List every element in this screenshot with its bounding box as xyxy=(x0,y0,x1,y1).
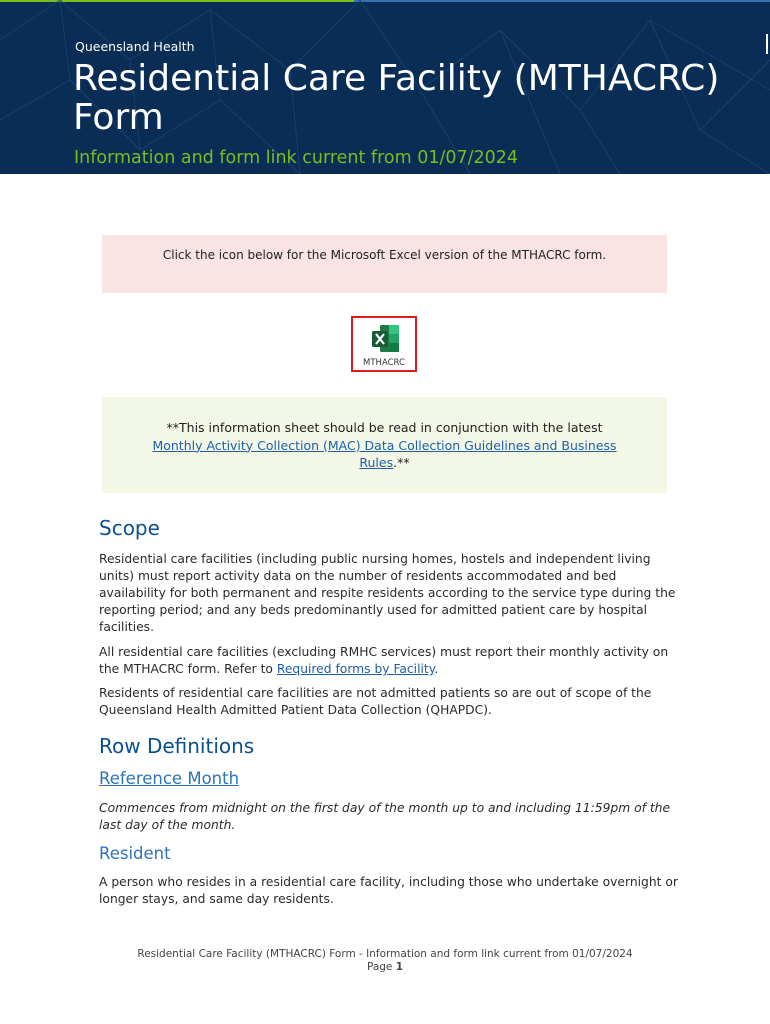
info-note-box xyxy=(102,397,667,493)
required-forms-link[interactable]: Required forms by Facility xyxy=(276,662,435,676)
footer-page-number: 1 xyxy=(395,961,404,973)
scope-paragraph-3: Residents of residential care facilities are not admitted patients so are out of scope of the Queensland Health Admitted Patient Data Collection (QHAPDC). xyxy=(99,686,652,717)
excel-form-link[interactable] xyxy=(351,316,417,372)
scope-paragraph-1: Residential care facilities (including public nursing homes, hostels and independent living units) must report activity data on the number of residents accommodated and bed availability for both permanent and respite residents according to the service type during the reporting period; and any beds predominantly used for admitted patient care by hospital facilities. xyxy=(99,552,676,634)
mac-guidelines-link[interactable]: Monthly Activity Collection (MAC) Data Collection Guidelines and Business Rules xyxy=(152,437,617,470)
excel-icon-caption: MTHACRC xyxy=(363,358,405,368)
row-definitions-heading: Row Definitions xyxy=(99,734,255,758)
reference-month-link[interactable]: Reference Month xyxy=(99,769,240,788)
resident-text: A person who resides in a residential care facility, including those who undertake overnight or longer stays, and same day residents. xyxy=(99,875,678,906)
resident-heading: Resident xyxy=(99,844,171,863)
page-footer xyxy=(0,948,770,974)
reference-month-text: Commences from midnight on the first day of the month up to and including 11:59pm of the last day of the month. xyxy=(99,801,671,832)
header-edge-mark xyxy=(766,34,768,54)
excel-icon xyxy=(372,324,400,354)
excel-notice-box xyxy=(102,235,667,293)
footer-page xyxy=(0,961,770,974)
page-title: Residential Care Facility (MTHACRC) Form xyxy=(73,58,720,138)
scope-heading: Scope xyxy=(99,516,160,540)
info-note-prefix: **This information sheet should be read in conjunction with the latest xyxy=(166,420,603,435)
reference-month-heading xyxy=(99,769,239,788)
footer-text: Residential Care Facility (MTHACRC) Form - Information and form link current from 01/07/2024 xyxy=(137,948,633,960)
scope-paragraph-2 xyxy=(99,644,679,678)
organization-name: Queensland Health xyxy=(75,39,195,54)
scope-paragraph-2-suffix: . xyxy=(434,662,439,676)
info-note-suffix: .** xyxy=(393,455,410,470)
scope-paragraph-2-text: All residential care facilities (excluding RMHC services) must report their monthly activity on the MTHACRC form. Refer to xyxy=(99,645,669,676)
excel-notice-text: Click the icon below for the Microsoft Excel version of the MTHACRC form. xyxy=(162,248,607,262)
page-header xyxy=(0,0,770,174)
footer-page-label: Page xyxy=(366,961,393,973)
page-subtitle: Information and form link current from 01/07/2024 xyxy=(74,148,519,168)
